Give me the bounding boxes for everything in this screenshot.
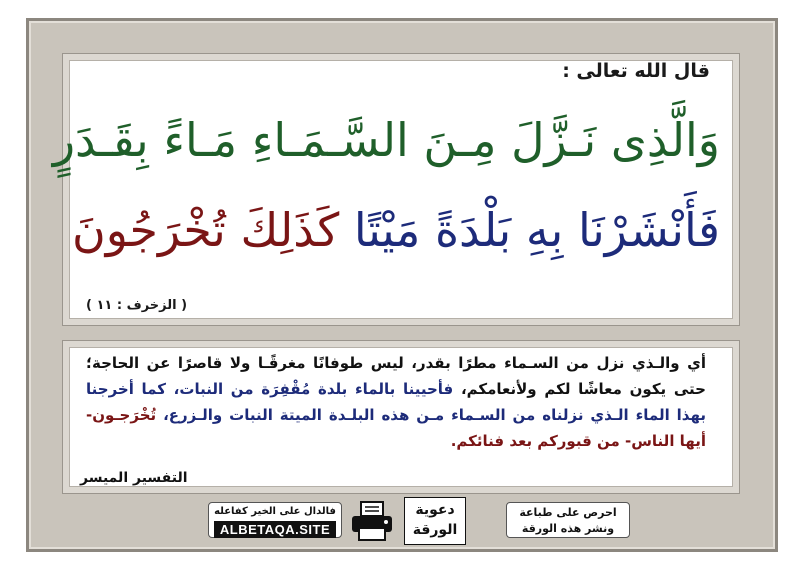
site-url[interactable]: ALBETAQA.SITE [214, 521, 336, 538]
verse-line-1: وَالَّذِى نَـزَّلَ مِـنَ السَّـمَـاءِ مَـاءً بِقَـدَرٍ [52, 113, 720, 167]
printer-icon [349, 500, 395, 542]
tafsir-part-2: فأحيينا بالماء بلدة مُقْفِرَة من النبات، [173, 380, 454, 398]
verse-line-2 [72, 200, 720, 260]
tafsir-part-1: أي والـذي نزل من السـماء مطرًا بقدر، ليس طوفانًا مغرقًـا ولا قاصرًا عن الحاجة؛ حتى يكون معاشًا لكم ولأنعامكم، [86, 354, 706, 398]
print-reminder-line-2: ونشر هذه الورقة [521, 522, 615, 535]
tafsir-text [86, 350, 706, 454]
site-motto: فالدال على الخير كفاعله [214, 506, 336, 517]
verse-line-2-part-2: كَذَلِكَ تُخْرَجُونَ [71, 203, 340, 257]
site-logo [404, 497, 466, 545]
tafsir-source: التفسير الميسر [80, 470, 188, 486]
site-badge [208, 502, 342, 538]
tafsir-part-4: تُخْرَجـون- أيها الناس- من قبوركم بعد فنائكم. [86, 406, 706, 450]
print-reminder [506, 502, 630, 538]
print-reminder-line-1: احرص على طباعة [519, 506, 617, 519]
tafsir-part-3: كما أخرجنا بهذا الماء الـذي نزلناه من السـماء مـن هذه البلـدة الميتة النبات والـزرع، [86, 380, 706, 424]
verse-panel [62, 53, 740, 326]
verse-reference: ( الزخرف : ١١ ) [86, 298, 188, 313]
verse-intro: قال الله تعالى : [562, 60, 710, 82]
verse-line-2-part-1: فَأَنْشَرْنَا بِهِ بَلْدَةً مَيْتًا [353, 203, 720, 257]
logo-line-2: الورقة [412, 522, 458, 538]
logo-line-1: دعوية [415, 502, 455, 518]
